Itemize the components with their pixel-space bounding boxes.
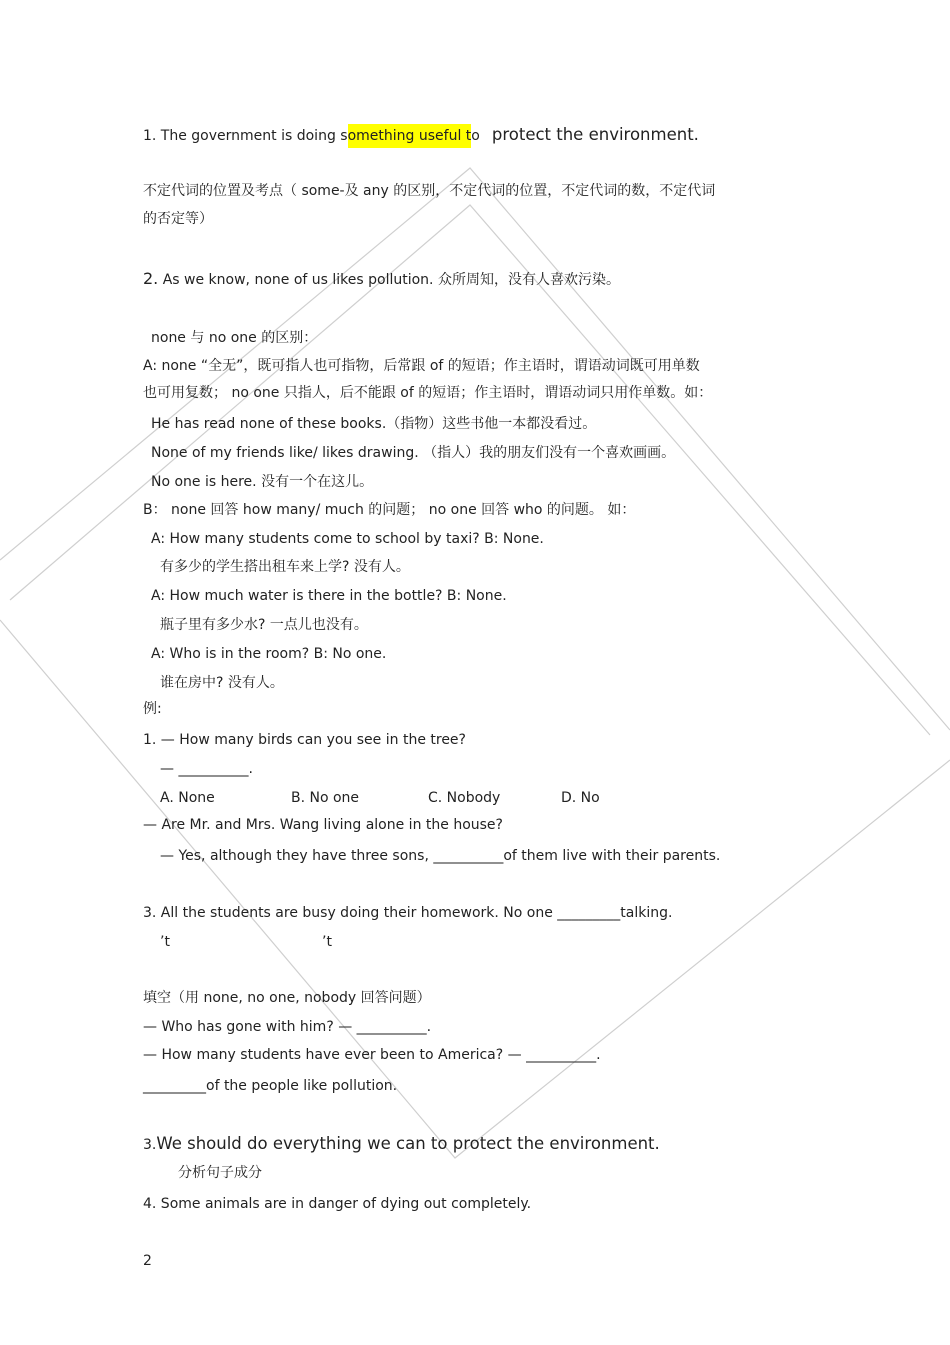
fill-in-title: 填空（用 none, no one, nobody 回答问题） xyxy=(143,990,431,1006)
page-number: 2 xyxy=(143,1253,152,1269)
example-3: No one is here. 没有一个在这儿。 xyxy=(151,474,374,490)
b-example-1-cn: 有多少的学生搭出租车来上学? 没有人。 xyxy=(160,559,410,575)
highlighted-text: omething useful t xyxy=(348,124,472,148)
example-label: 例: xyxy=(143,701,162,717)
exercise-question-3-sub-1: ’t xyxy=(160,934,170,950)
section-b-line: B： none 回答 how many/ much 的问题； no one 回答 who 的问题。 如： xyxy=(143,502,636,518)
section-a-line-1: A: none “全无”，既可指人也可指物，后常跟 of 的短语；作主语时，谓语动词既可用单数 xyxy=(143,358,700,374)
b-example-2-cn: 瓶子里有多少水? 一点儿也没有。 xyxy=(160,617,368,633)
exercise-question-3: 3. All the students are busy doing their homework. No one _________talking. xyxy=(143,905,673,921)
pronoun-title-line-1: 不定代词的位置及考点（ some-及 any 的区别，不定代词的位置，不定代词的数，不定代词 xyxy=(143,183,716,199)
section-a-line-2: 也可用复数； no one 只指人，后不能跟 of 的短语；作主语时，谓语动词只用作单数。如： xyxy=(143,385,713,401)
difference-title: none 与 no one 的区别： xyxy=(151,330,318,346)
fill-in-3: _________of the people like pollution. xyxy=(143,1078,398,1094)
b-example-3: A: Who is in the room? B: No one. xyxy=(151,646,387,662)
question-2: 2. As we know, none of us likes pollution. 众所周知，没有人喜欢污染。 xyxy=(143,269,620,288)
question-4: 4. Some animals are in danger of dying out completely. xyxy=(143,1196,532,1212)
analysis-label: 分析句子成分 xyxy=(178,1165,262,1181)
exercise-question-3-sub-2: ’t xyxy=(322,934,332,950)
option-a: A. None xyxy=(160,790,215,806)
option-b: B. No one xyxy=(291,790,360,806)
exercise-question-2: — Are Mr. and Mrs. Wang living alone in the house? xyxy=(143,817,503,833)
b-example-2: A: How much water is there in the bottle? B: None. xyxy=(151,588,507,604)
option-c: C. Nobody xyxy=(428,790,501,806)
exercise-question-1: 1. — How many birds can you see in the tree? xyxy=(143,732,466,748)
option-d: D. No xyxy=(561,790,600,806)
b-example-1: A: How many students come to school by taxi? B: None. xyxy=(151,531,544,547)
fill-in-1: — Who has gone with him? — __________. xyxy=(143,1019,432,1035)
example-2: None of my friends like/ likes drawing. （指人）我的朋友们没有一个喜欢画画。 xyxy=(151,445,676,461)
question-3: 3.We should do everything we can to protect the environment. xyxy=(143,1134,660,1153)
fill-in-2: — How many students have ever been to America? — __________. xyxy=(143,1047,601,1063)
exercise-question-1-blank: — __________. xyxy=(160,761,253,777)
pronoun-title-line-2: 的否定等） xyxy=(143,211,213,227)
exercise-question-2-answer: — Yes, although they have three sons, __________of them live with their parents. xyxy=(160,848,721,864)
example-1: He has read none of these books.（指物）这些书他一本都没看过。 xyxy=(151,416,597,432)
b-example-3-cn: 谁在房中? 没有人。 xyxy=(160,675,284,691)
question-1: 1. The government is doing something useful to protect the environment. xyxy=(143,125,699,146)
